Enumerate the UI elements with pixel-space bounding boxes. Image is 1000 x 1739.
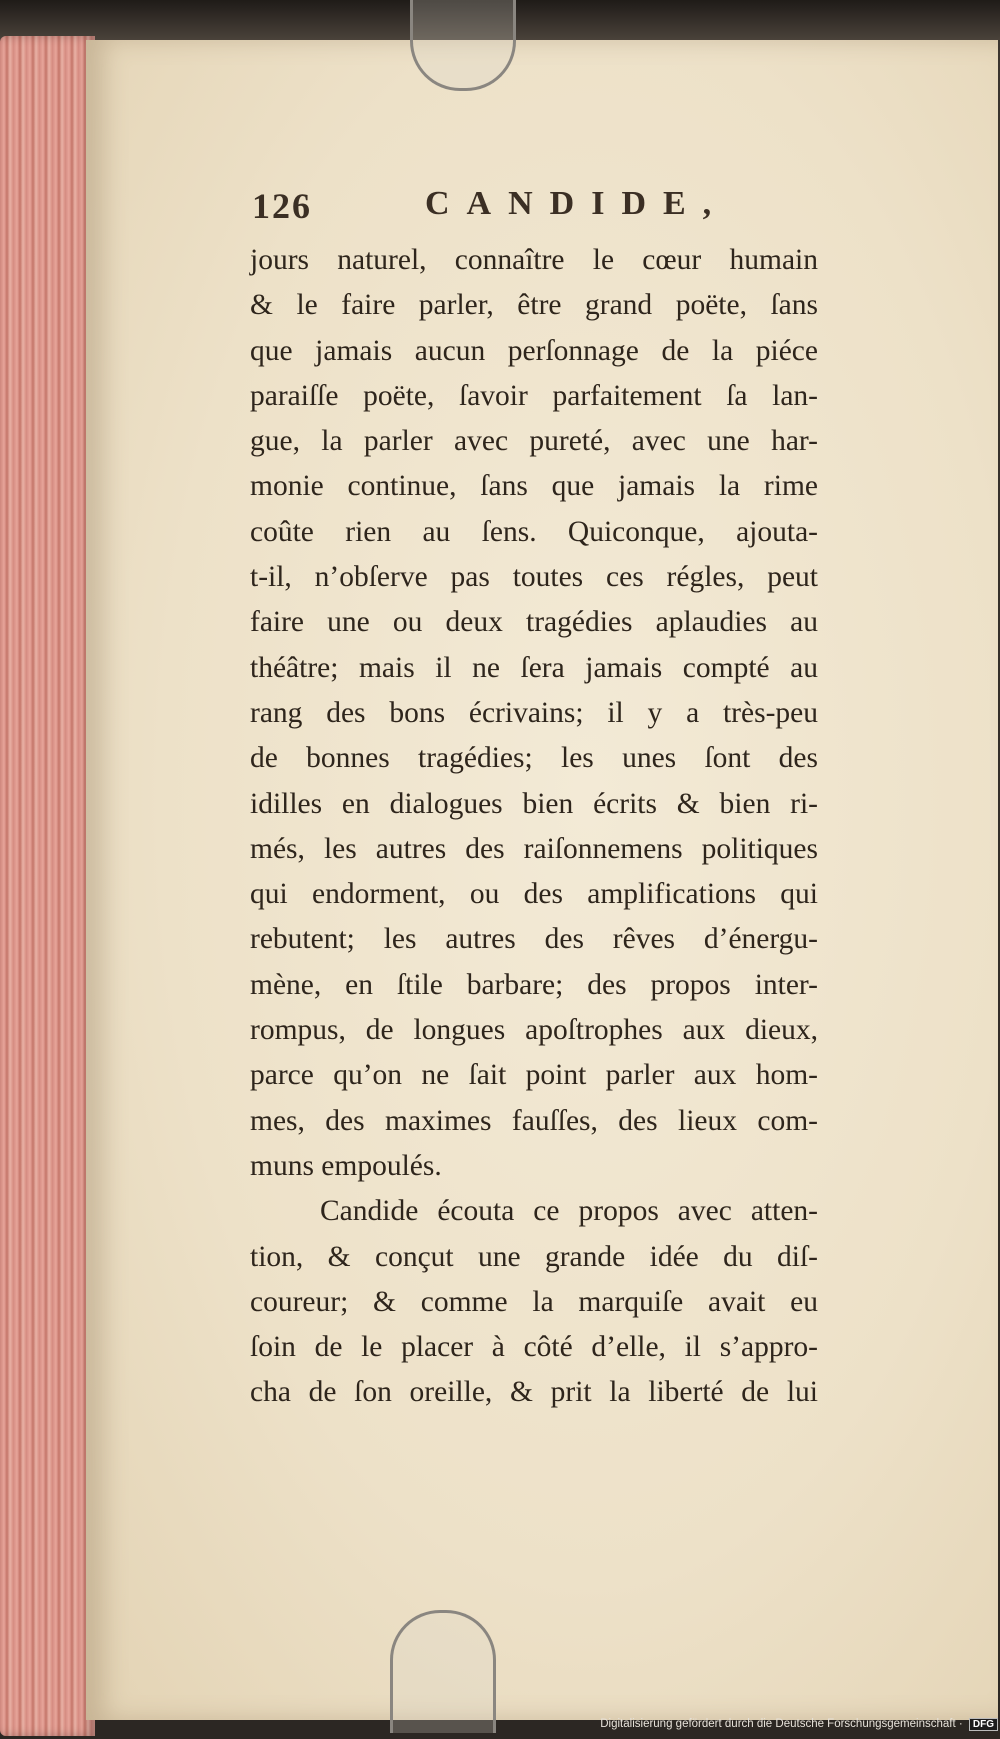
- text-line: Candide écouta ce propos avec atten-: [320, 1195, 818, 1228]
- text-line: qui endorment, ou des amplifications qui: [250, 878, 818, 911]
- text-line: rompus, de longues apoſtrophes aux dieux,: [250, 1014, 818, 1047]
- running-head: [252, 185, 812, 235]
- text-line: que jamais aucun perſonnage de la piéce: [250, 334, 818, 367]
- credit-text: Digitalisierung gefördert durch die Deutsche Forschungsgemeinschaft ·: [600, 1718, 963, 1730]
- text-line: mes, des maximes fauſſes, des lieux com-: [250, 1104, 818, 1137]
- text-line: rebutent; les autres des rêves d’énergu-: [250, 923, 818, 956]
- text-line: tion, & conçut une grande idée du diſ-: [250, 1240, 818, 1273]
- text-line: més, les autres des raiſonnemens politiques: [250, 832, 818, 865]
- text-line: faire une ou deux tragédies aplaudies au: [250, 606, 818, 639]
- page-clip-bottom: [390, 1610, 496, 1733]
- text-line: coureur; & comme la marquiſe avait eu: [250, 1285, 818, 1318]
- text-line: idilles en dialogues bien écrits & bien ri-: [250, 787, 818, 820]
- text-line: paraiſſe poëte, ſavoir parfaitement ſa lan-: [250, 379, 818, 412]
- text-line: t-il, n’obſerve pas toutes ces régles, peut: [250, 561, 818, 594]
- page-number: 126: [252, 186, 312, 226]
- text-line: jours naturel, connaître le cœur humain: [250, 244, 818, 276]
- text-line: & le faire parler, être grand poëte, ſans: [250, 289, 818, 322]
- body-text: [250, 238, 818, 1416]
- page-clip-top: [410, 0, 516, 91]
- text-line: de bonnes tragédies; les unes ſont des: [250, 742, 818, 775]
- text-line: théâtre; mais il ne ſera jamais compté au: [250, 651, 818, 684]
- book-title: CANDIDE,: [425, 185, 729, 222]
- text-line: muns empoulés.: [250, 1149, 442, 1182]
- text-line: mène, en ſtile barbare; des propos inter-: [250, 968, 818, 1001]
- dfg-logo: DFG: [969, 1718, 998, 1731]
- digitization-credit: [560, 1718, 998, 1738]
- text-line: gue, la parler avec pureté, avec une har-: [250, 425, 818, 458]
- text-line: coûte rien au ſens. Quiconque, ajouta-: [250, 515, 818, 548]
- text-line: monie continue, ſans que jamais la rime: [250, 470, 818, 503]
- text-line: cha de ſon oreille, & prit la liberté de lui: [250, 1376, 818, 1409]
- text-line: ſoin de le placer à côté d’elle, il s’appro-: [250, 1331, 818, 1364]
- text-line: parce qu’on ne ſait point parler aux hom-: [250, 1059, 818, 1092]
- page-stack-edge: [0, 36, 95, 1736]
- text-line: rang des bons écrivains; il y a très-peu: [250, 696, 818, 729]
